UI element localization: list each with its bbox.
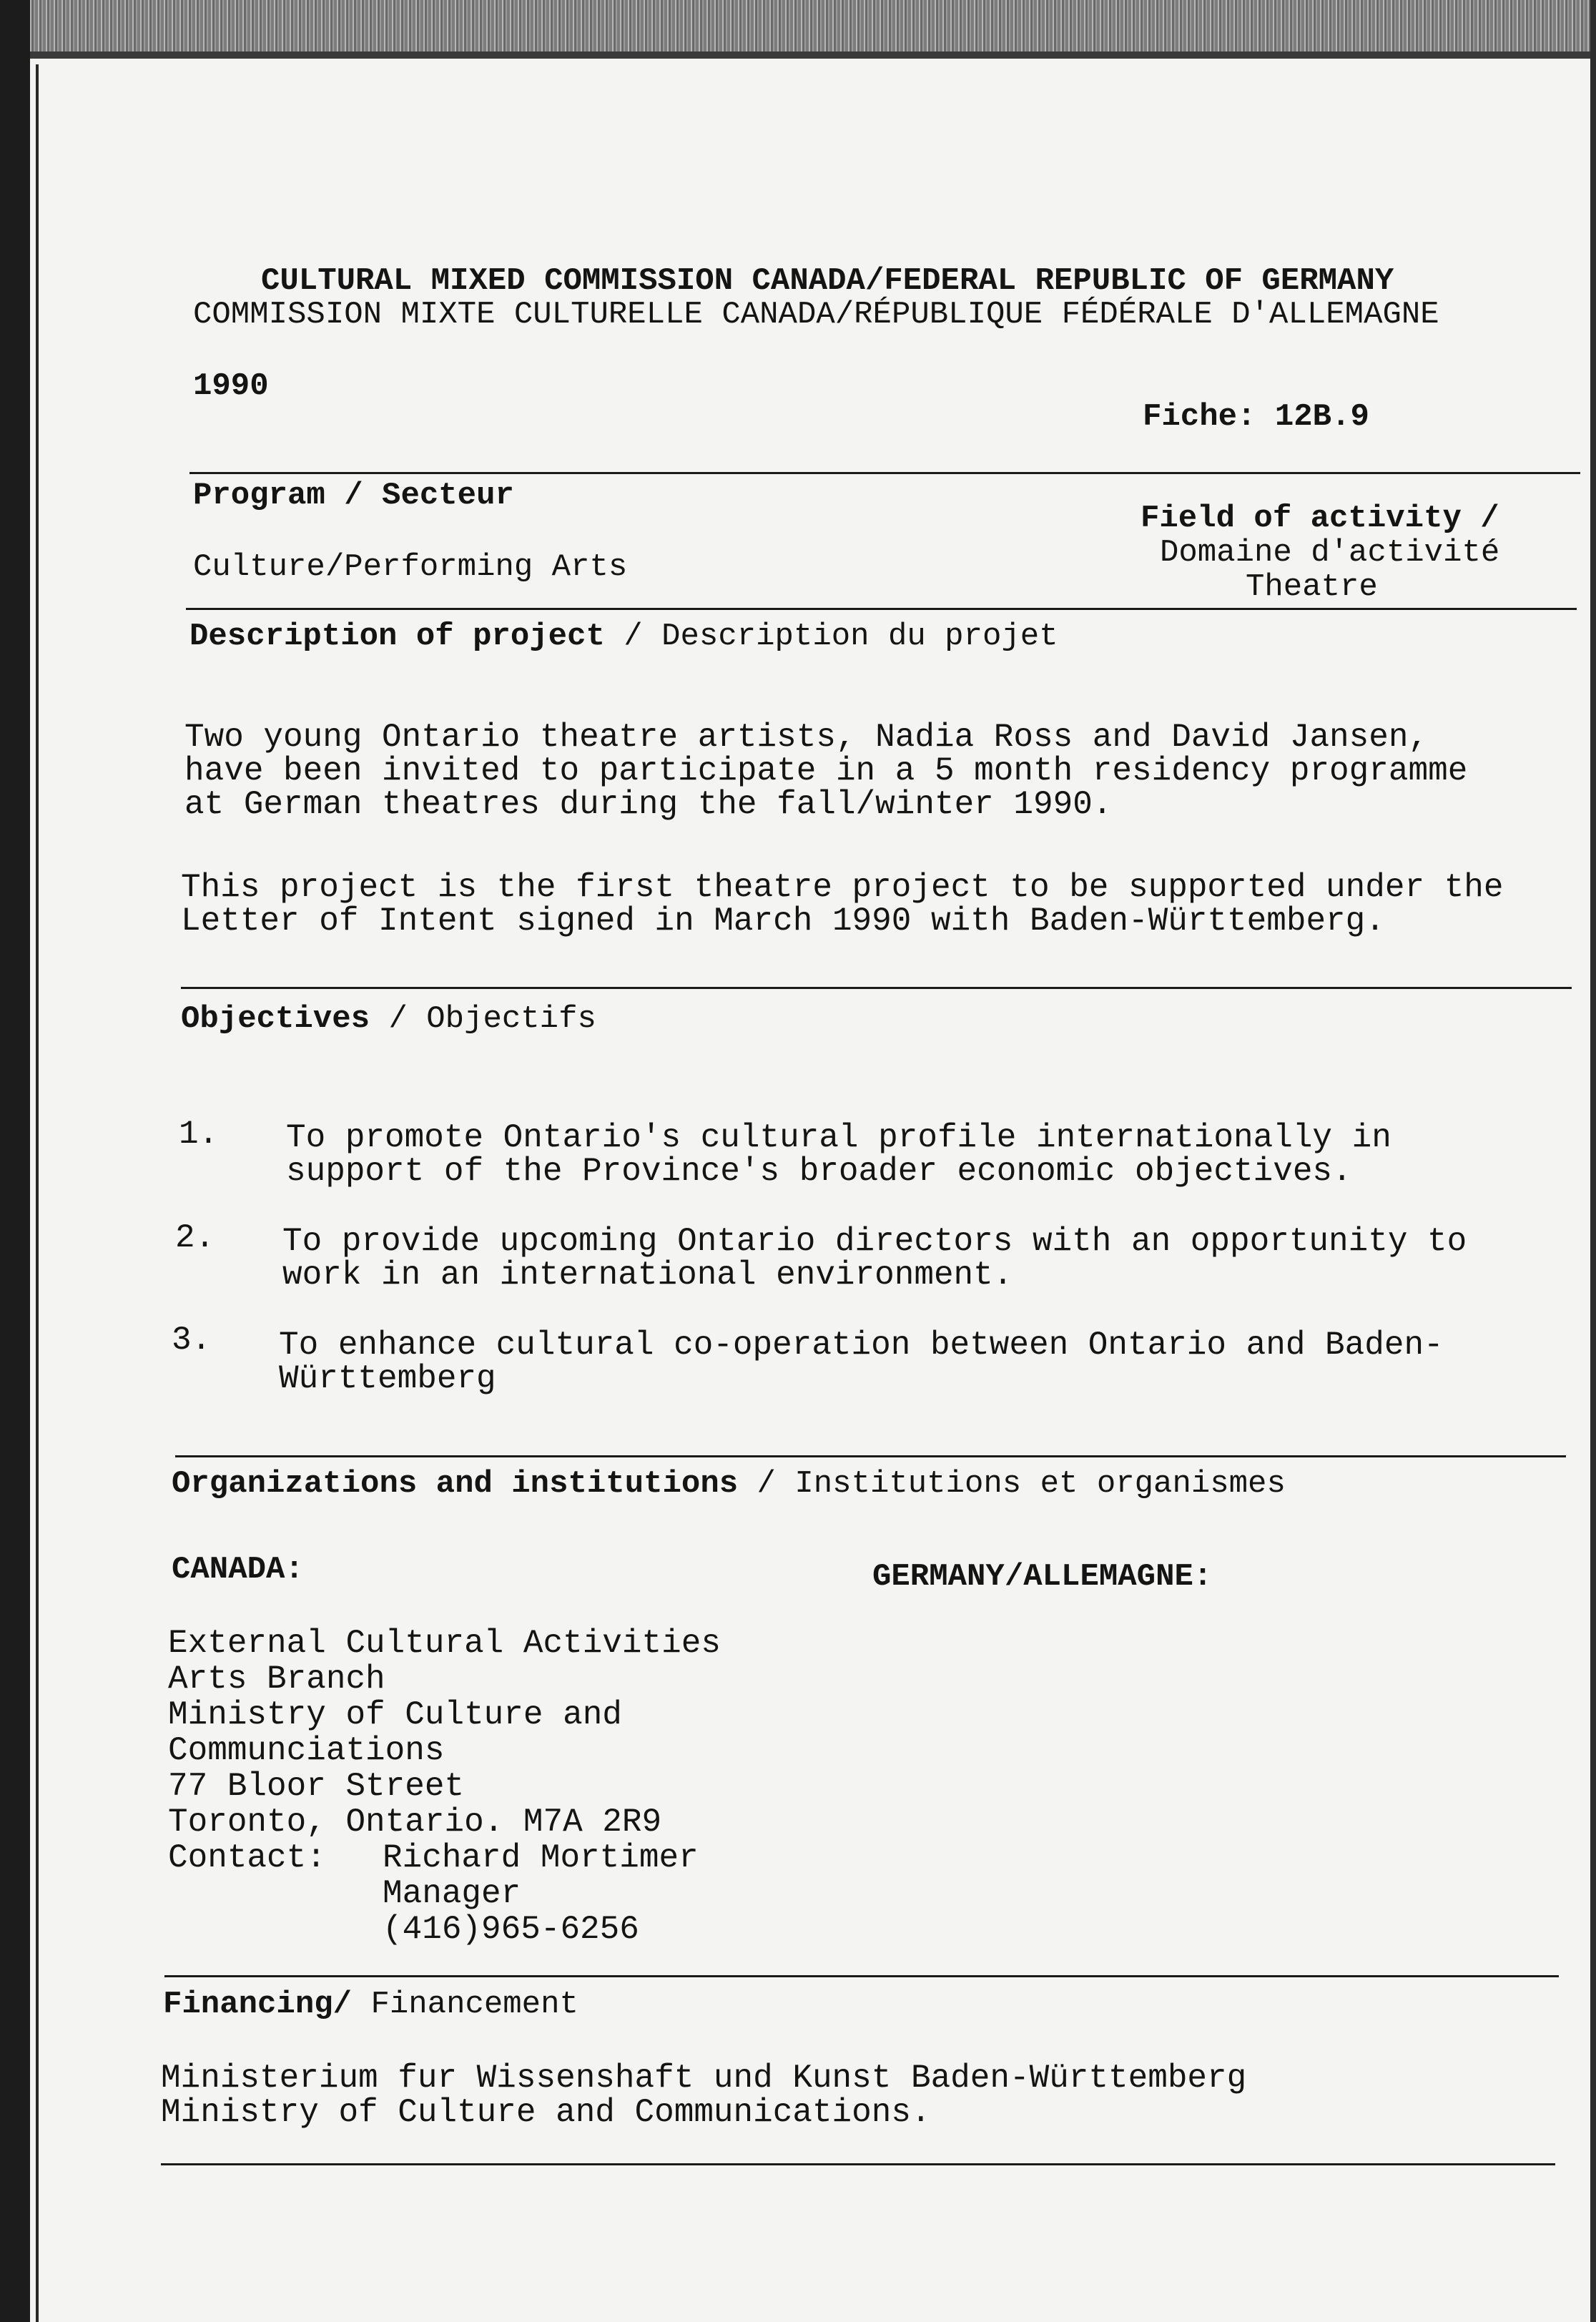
objective-2-line-1: To provide upcoming Ontario directors with an opportunity to bbox=[282, 1223, 1467, 1260]
rule-description bbox=[186, 608, 1577, 610]
canada-org-line-1: External Cultural Activities bbox=[168, 1625, 721, 1662]
field-of-activity-label-fr: Domaine d'activité bbox=[1160, 535, 1500, 571]
objectives-label: Objectives / Objectifs bbox=[181, 1001, 596, 1037]
objective-2-number: 2. bbox=[175, 1219, 215, 1256]
objective-3-line-1: To enhance cultural co-operation between Ontario and Baden- bbox=[279, 1327, 1444, 1364]
header-year: 1990 bbox=[193, 368, 269, 404]
rule-objectives bbox=[181, 987, 1572, 989]
description-line-2: have been invited to participate in a 5 month residency programme bbox=[184, 752, 1468, 789]
financing-label: Financing/ Financement bbox=[163, 1987, 578, 2022]
contact-title: Manager bbox=[383, 1875, 521, 1912]
objective-3-number: 3. bbox=[172, 1322, 212, 1359]
field-of-activity-label: Field of activity / bbox=[1141, 501, 1499, 536]
document-page bbox=[43, 64, 1587, 2317]
program-value: Culture/Performing Arts bbox=[193, 549, 628, 585]
contact-phone: (416)965-6256 bbox=[383, 1911, 639, 1948]
contact-label: Contact: bbox=[168, 1839, 326, 1876]
rule-program bbox=[189, 472, 1580, 474]
field-of-activity-value: Theatre bbox=[1246, 569, 1378, 605]
program-label: Program / Secteur bbox=[193, 478, 514, 513]
canada-label: CANADA: bbox=[172, 1552, 304, 1588]
description-line-5: Letter of Intent signed in March 1990 with Baden-Württemberg. bbox=[181, 902, 1385, 940]
contact-name: Richard Mortimer bbox=[383, 1839, 699, 1876]
objective-1-number: 1. bbox=[179, 1116, 219, 1153]
header-title-fr: COMMISSION MIXTE CULTURELLE CANADA/RÉPUBLIQUE FÉDÉRALE D'ALLEMAGNE bbox=[193, 297, 1439, 333]
objective-1-line-2: support of the Province's broader economic objectives. bbox=[286, 1153, 1352, 1190]
description-line-3: at German theatres during the fall/winter 1990. bbox=[184, 786, 1113, 823]
canada-org-line-5: 77 Bloor Street bbox=[168, 1768, 465, 1805]
fiche-number: Fiche: 12B.9 bbox=[1143, 399, 1369, 435]
description-line-4: This project is the first theatre project to be supported under the bbox=[181, 869, 1504, 906]
objective-1-line-1: To promote Ontario's cultural profile internationally in bbox=[286, 1119, 1391, 1156]
scan-left-edge bbox=[0, 0, 30, 2322]
canada-org-line-4: Communciations bbox=[168, 1732, 445, 1769]
header-title-en: CULTURAL MIXED COMMISSION CANADA/FEDERAL REPUBLIC OF GERMANY bbox=[261, 263, 1394, 299]
germany-label: GERMANY/ALLEMAGNE: bbox=[872, 1559, 1213, 1595]
canada-org-line-6: Toronto, Ontario. M7A 2R9 bbox=[168, 1804, 662, 1841]
scan-top-edge bbox=[0, 0, 1596, 59]
description-label: Description of project / Description du projet bbox=[189, 619, 1058, 654]
objective-2-line-2: work in an international environment. bbox=[282, 1256, 1013, 1294]
objective-3-line-2: Württemberg bbox=[279, 1360, 496, 1397]
canada-org-line-2: Arts Branch bbox=[168, 1661, 385, 1698]
scan-right-edge bbox=[1590, 0, 1596, 2322]
financing-line-2: Ministry of Culture and Communications. bbox=[161, 2094, 931, 2131]
financing-line-1: Ministerium fur Wissenshaft und Kunst Baden-Württemberg bbox=[161, 2060, 1247, 2097]
canada-org-line-3: Ministry of Culture and bbox=[168, 1696, 622, 1733]
description-line-1: Two young Ontario theatre artists, Nadia Ross and David Jansen, bbox=[184, 719, 1429, 756]
rule-end bbox=[161, 2163, 1555, 2165]
rule-financing bbox=[164, 1975, 1559, 1977]
rule-organizations bbox=[175, 1455, 1566, 1457]
organizations-label: Organizations and institutions / Institutions et organismes bbox=[172, 1466, 1286, 1502]
